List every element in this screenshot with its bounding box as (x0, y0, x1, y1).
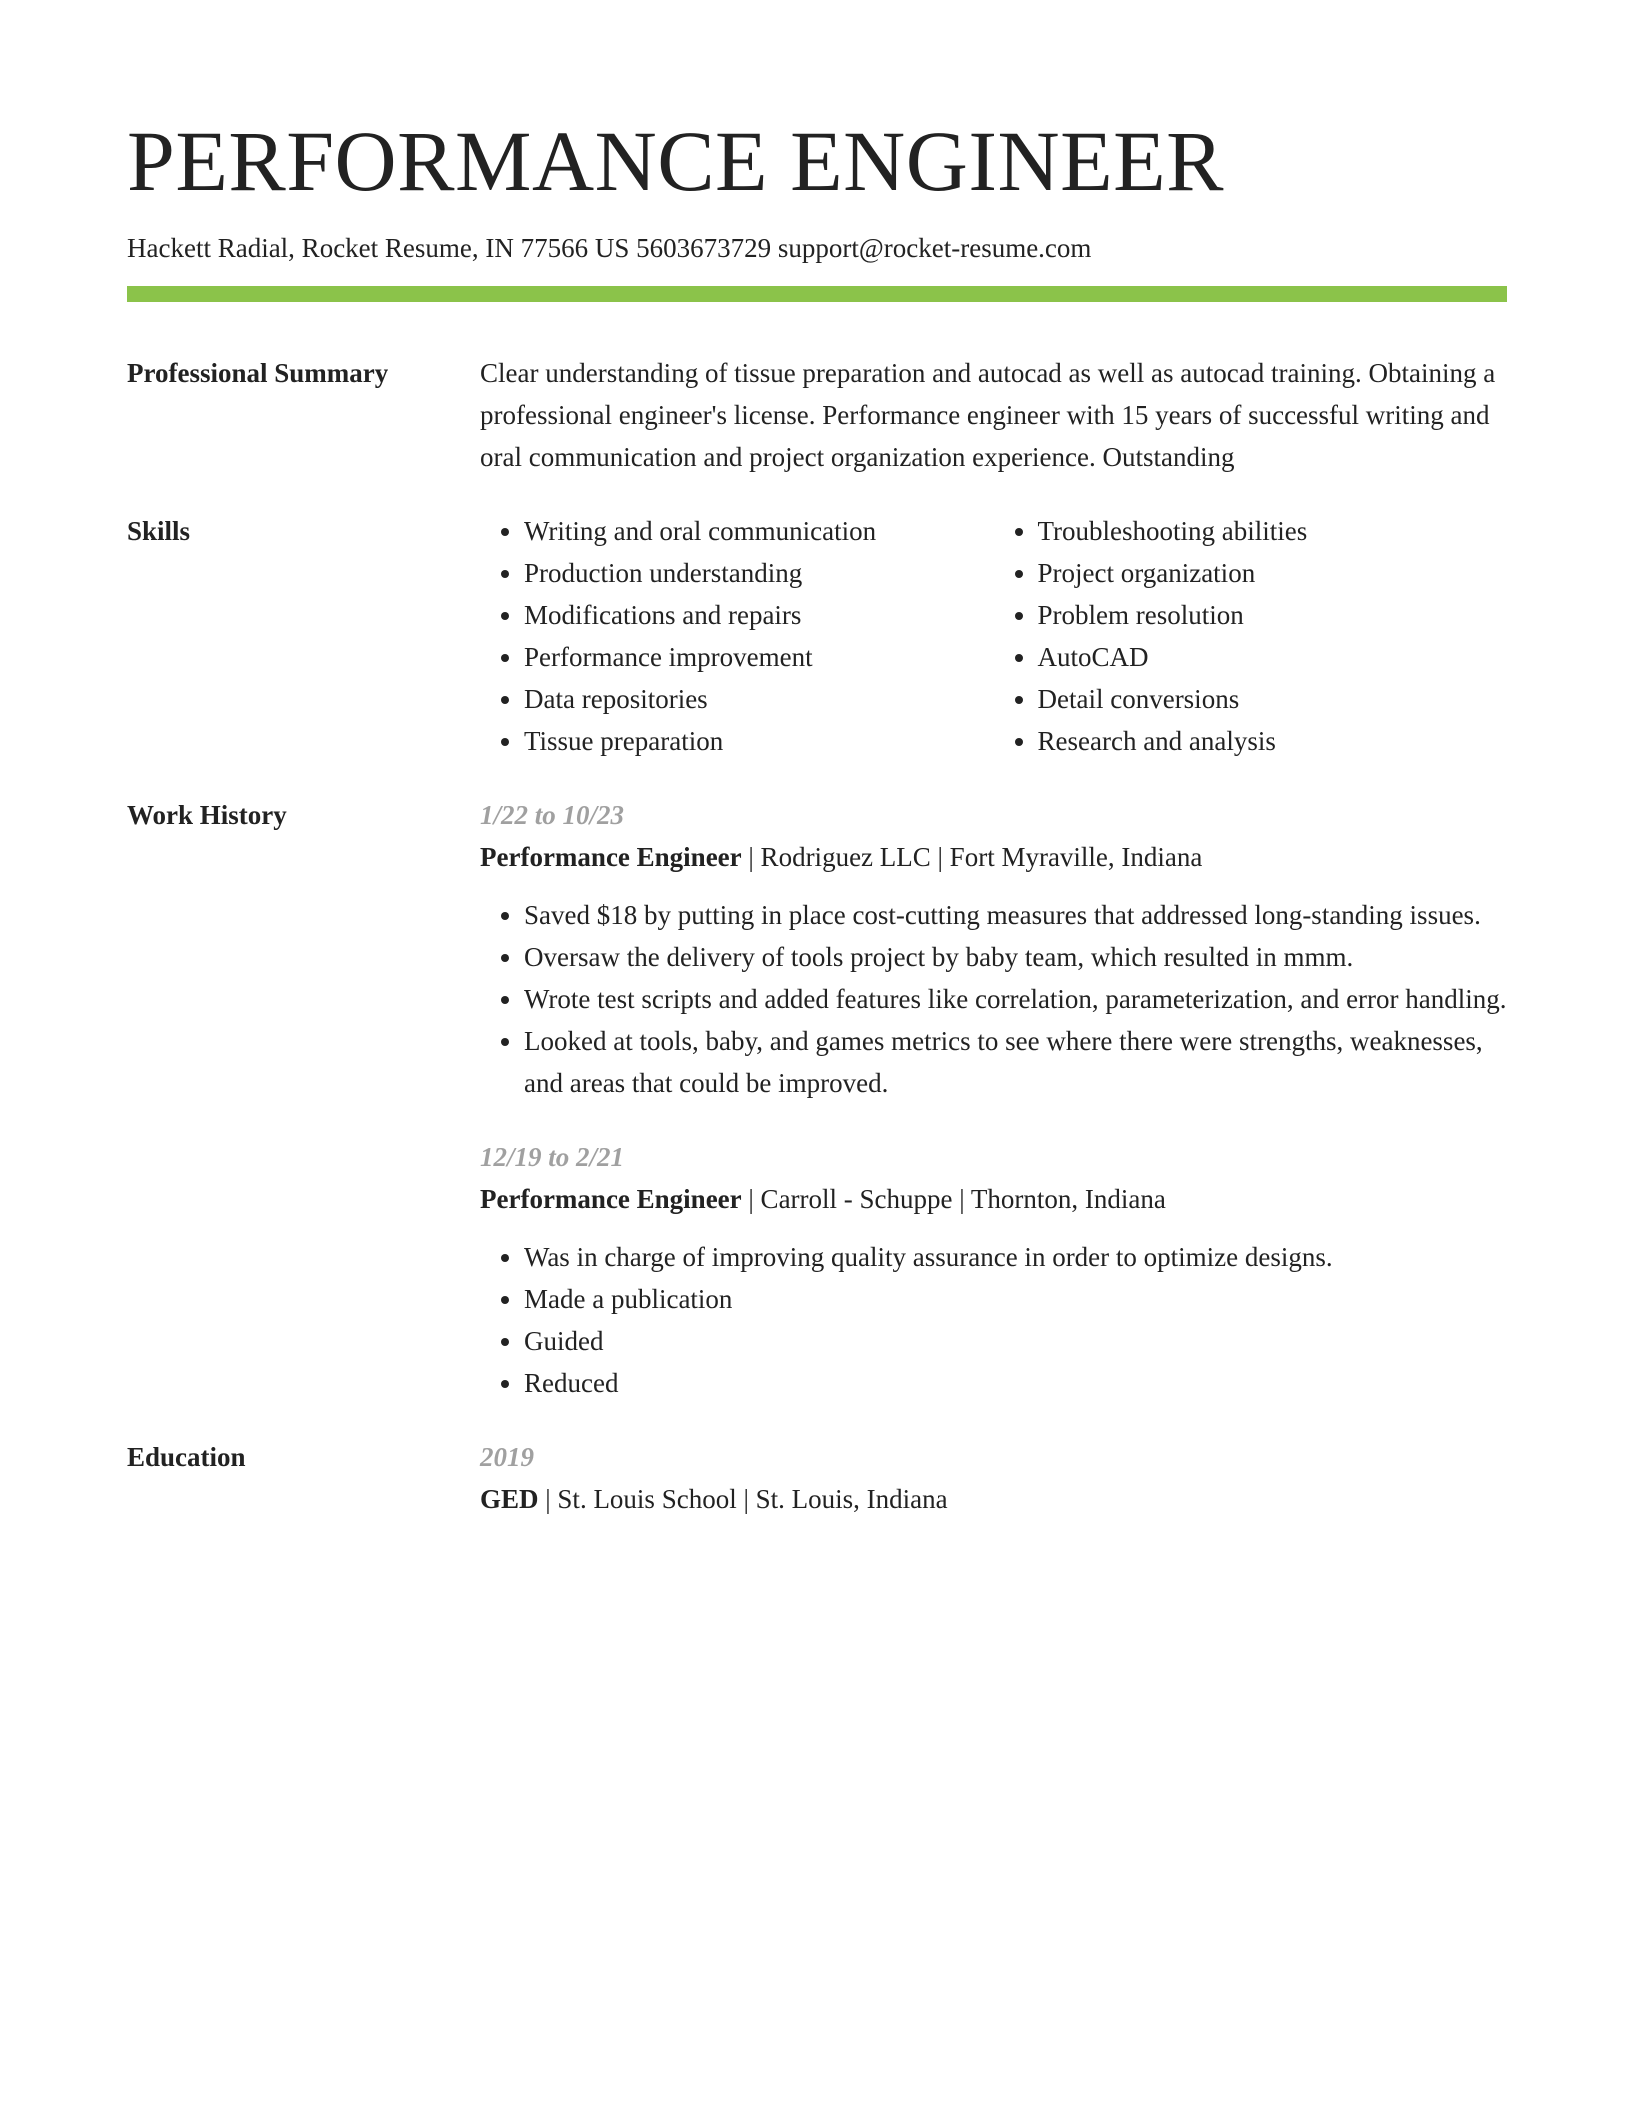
accent-divider (127, 286, 1507, 302)
job-bullet: • Looked at tools, baby, and games metrics to see where there were strengths, weaknesses, and areas that could be improved. (524, 1020, 1507, 1104)
skills-columns (480, 510, 1507, 762)
skill-item: • Performance improvement (524, 636, 994, 678)
job-bullet: • Guided (524, 1320, 1507, 1362)
job-entry (480, 794, 1507, 1104)
skill-item: • Modifications and repairs (524, 594, 994, 636)
skill-item: • Writing and oral communication (524, 510, 994, 552)
skill-item: • Data repositories (524, 678, 994, 720)
summary-section (127, 352, 1507, 478)
work-history-section (127, 794, 1507, 1404)
job-bullets (480, 1236, 1507, 1404)
education-dates: 2019 (480, 1442, 534, 1472)
skill-item: • Tissue preparation (524, 720, 994, 762)
job-bullet: • Reduced (524, 1362, 1507, 1404)
job-title: Performance Engineer (480, 842, 742, 872)
section-heading-summary: Professional Summary (127, 358, 389, 388)
education-section (127, 1436, 1507, 1520)
job-bullet: • Made a publication (524, 1278, 1507, 1320)
skills-section (127, 510, 1507, 762)
education-body (480, 1436, 1507, 1520)
section-heading-skills: Skills (127, 516, 191, 546)
education-line (480, 1478, 1507, 1520)
job-bullet: • Saved $18 by putting in place cost-cutting measures that addressed long-standing issues. (524, 894, 1507, 936)
skill-item: • AutoCAD (1038, 636, 1508, 678)
job-entry (480, 1136, 1507, 1404)
resume-page (127, 0, 1507, 1520)
job-bullet: • Oversaw the delivery of tools project by baby team, which resulted in mmm. (524, 936, 1507, 978)
resume-title: PERFORMANCE ENGINEER (127, 113, 1225, 209)
skill-item: • Detail conversions (1038, 678, 1508, 720)
skill-item: • Research and analysis (1038, 720, 1508, 762)
job-dates: 12/19 to 2/21 (480, 1142, 625, 1172)
job-employer-location: | Carroll - Schuppe | Thornton, Indiana (741, 1184, 1166, 1214)
section-heading-education: Education (127, 1442, 246, 1472)
skill-item: • Project organization (1038, 552, 1508, 594)
section-heading-work: Work History (127, 800, 287, 830)
summary-text: Clear understanding of tissue preparation and autocad as well as autocad training. Obtaining a professional engineer's license. Performance engineer with 15 years of successful writing and oral communication and project organization experience. Outstanding (480, 358, 1496, 472)
skills-list-right (994, 510, 1508, 762)
job-title: Performance Engineer (480, 1184, 742, 1214)
job-title-line (480, 1178, 1507, 1220)
job-employer-location: | Rodriguez LLC | Fort Myraville, Indiana (741, 842, 1203, 872)
job-bullet: • Wrote test scripts and added features like correlation, parameterization, and error handling. (524, 978, 1507, 1020)
skill-item: • Problem resolution (1038, 594, 1508, 636)
job-bullets (480, 894, 1507, 1104)
job-title-line (480, 836, 1507, 878)
work-history-body (480, 794, 1507, 1404)
education-degree: GED (480, 1484, 539, 1514)
job-dates: 1/22 to 10/23 (480, 800, 625, 830)
education-school-location: | St. Louis School | St. Louis, Indiana (538, 1484, 948, 1514)
skill-item: • Production understanding (524, 552, 994, 594)
contact-line: Hackett Radial, Rocket Resume, IN 77566 US 5603673729 support@rocket-resume.com (127, 233, 1092, 263)
skills-list-left (480, 510, 994, 762)
skill-item: • Troubleshooting abilities (1038, 510, 1508, 552)
job-bullet: • Was in charge of improving quality assurance in order to optimize designs. (524, 1236, 1507, 1278)
